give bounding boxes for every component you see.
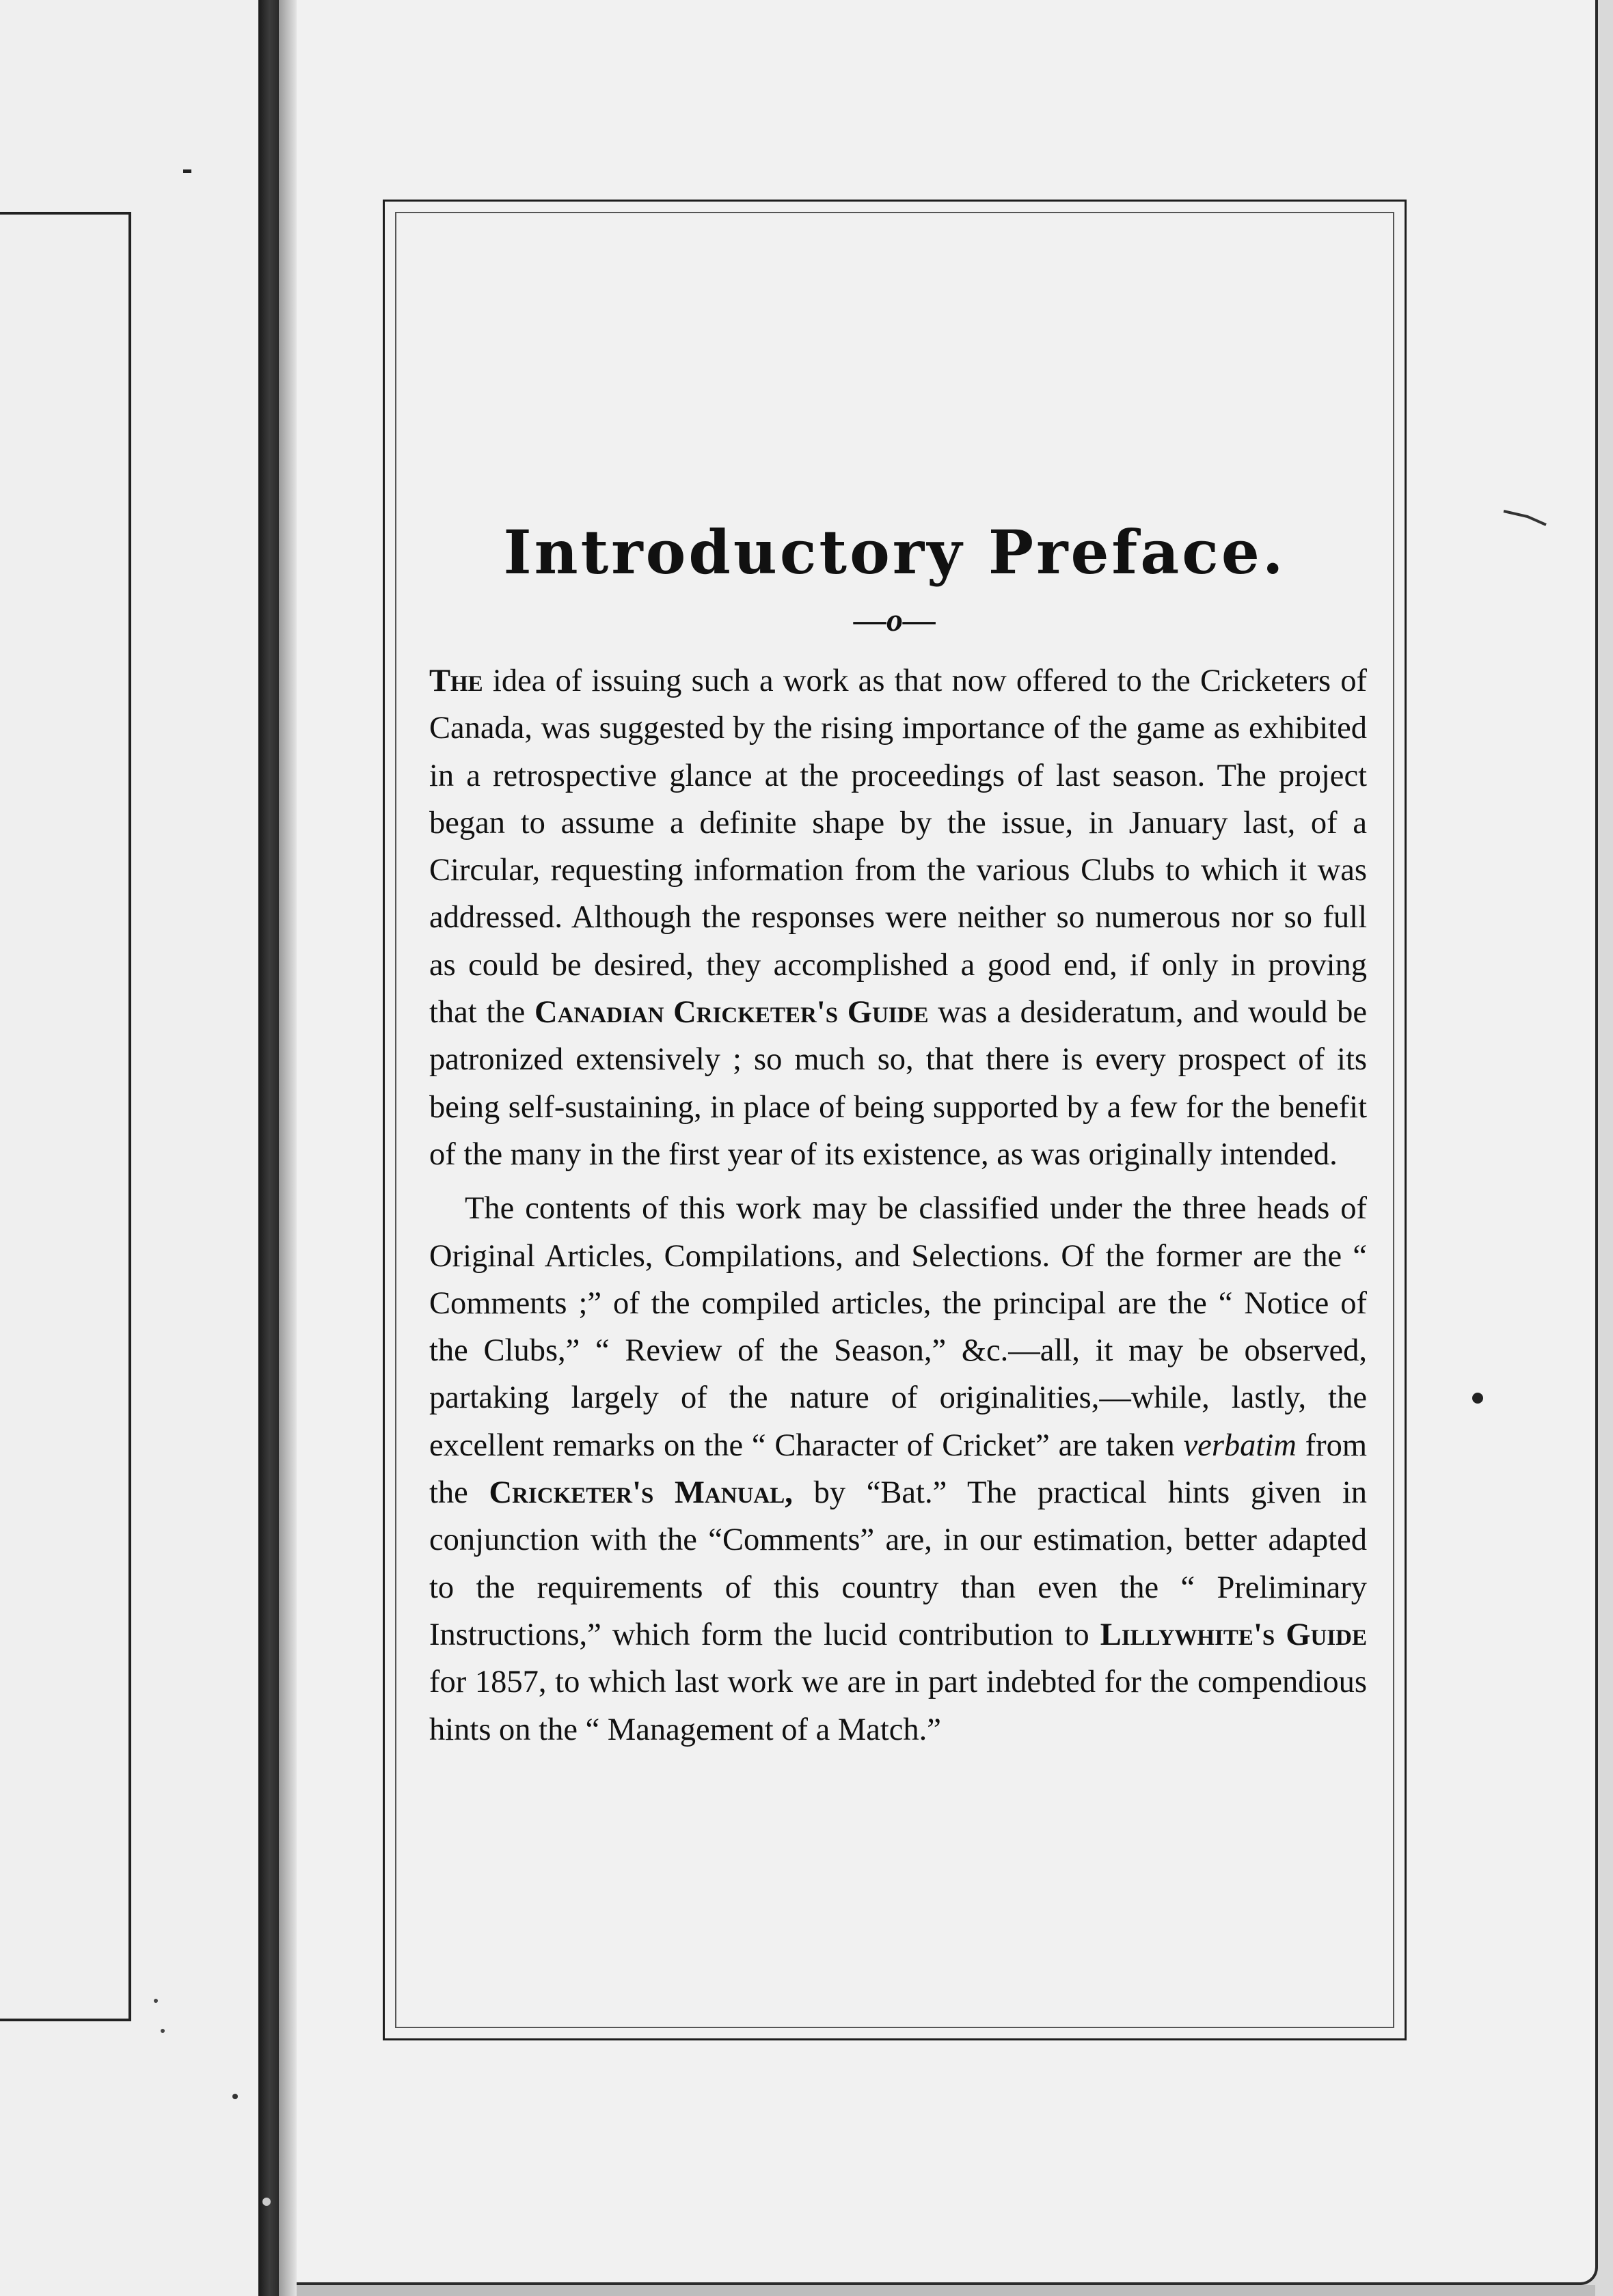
text-run: verbatim xyxy=(1183,1427,1297,1463)
text-run: Cricketer's Manual, xyxy=(489,1475,793,1511)
text-run: from the xyxy=(429,1427,1367,1511)
speck xyxy=(161,2029,165,2033)
text-run: by “Bat.” The practical hints given in conjunction with the “Comments” are, in our estimation, better adapted to the requirements of this country than even the “ Preliminary Instructions,” which form the lucid contribution to xyxy=(429,1475,1367,1652)
page-title: Introductory Preface. xyxy=(503,517,1286,588)
text-run: Lillywhite's Guide xyxy=(1100,1617,1367,1652)
speck xyxy=(1472,1393,1483,1404)
text-run: The xyxy=(429,664,483,698)
text-run: was a desideratum, and would be patronized extensively ; so much so, that there is every prospect of its being self-sustaining, in place of being supported by a few for the benefit of the many in the first year of its existence, as was originally intended. xyxy=(429,995,1367,1172)
speck xyxy=(1504,511,1546,525)
speck xyxy=(154,1999,158,2003)
speck xyxy=(262,2198,271,2206)
text-run: for 1857, to which last work we are in part indebted for the compendious hints on the “ Management of a Match.” xyxy=(429,1665,1367,1747)
text-run: idea of issuing such a work as that now offered to the Cricketers of Canada, was suggested by the rising importance of the game as exhibited in a retrospective glance at the proceedings of last season. The project began to assume a definite shape by the issue, in January last, of a Circular, requesting information from the various Clubs to which it was addressed. Although the responses were neither so numerous nor so full as could be desired, they accomplished a good end, if only in proving that the xyxy=(429,664,1367,1030)
text-run: Canadian Cricketer's Guide xyxy=(534,995,929,1030)
speck xyxy=(183,169,191,173)
text-run: The contents of this work may be classified under the three heads of Original Articles, Compilations, and Selections. Of the former are the “ Comments ;” of the compiled articles, the principal are the “ Notice of the Clubs,” “ Review of the Season,” &c.—all, it may be observed, partaking largely of the nature of originalities,—while, lastly, the excellent remarks on the “ Character of Cricket” are taken xyxy=(429,1191,1367,1463)
speck xyxy=(232,2094,238,2099)
title-ornament: —o— xyxy=(854,602,936,638)
